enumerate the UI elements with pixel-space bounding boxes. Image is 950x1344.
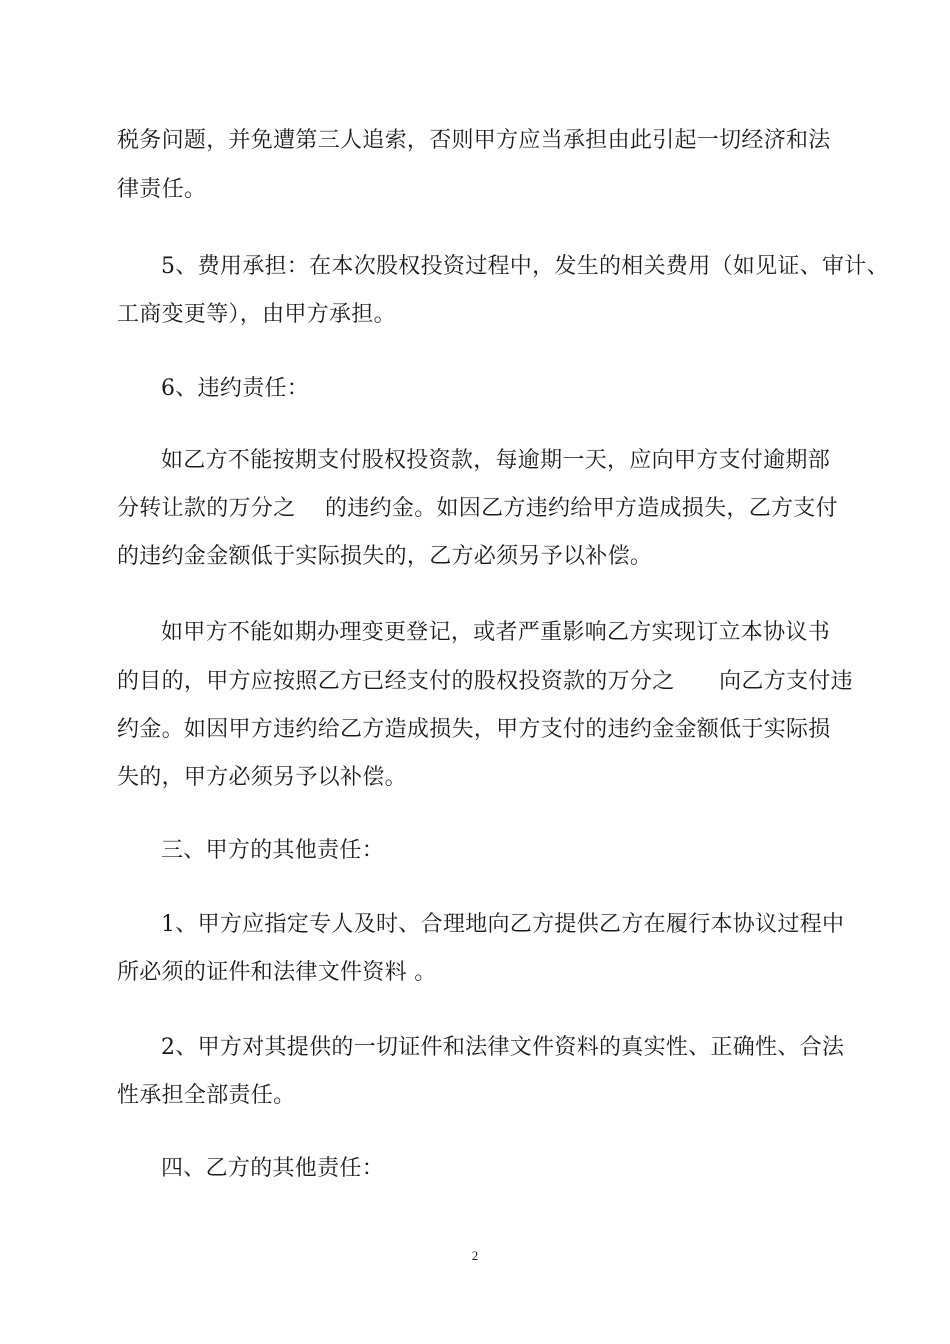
text-line: 的目的，甲方应按照乙方已经支付的股权投资款的万分之 向乙方支付违 bbox=[117, 669, 853, 694]
text-line: 性承担全部责任。 bbox=[117, 1083, 296, 1108]
text-line: 如甲方不能如期办理变更登记，或者严重影响乙方实现订立本协议书 bbox=[161, 620, 831, 645]
section-heading: 6、违约责任： bbox=[161, 376, 310, 401]
section-heading: 三、甲方的其他责任： bbox=[161, 838, 385, 863]
text-line: 所必须的证件和法律文件资料 。 bbox=[117, 960, 437, 985]
text-line: 分转让款的万分之 的违约金。如因乙方违约给甲方造成损失，乙方支付 bbox=[117, 496, 838, 521]
page-number: 2 bbox=[471, 1248, 479, 1263]
text-line: 如乙方不能按期支付股权投资款，每逾期一天，应向甲方支付逾期部 bbox=[161, 448, 831, 473]
text-line: 5、费用承担：在本次股权投资过程中，发生的相关费用（如见证、审计、 bbox=[161, 254, 889, 279]
text-line: 约金。如因甲方违约给乙方造成损失，甲方支付的违约金金额低于实际损 bbox=[117, 717, 831, 742]
text-line: 工商变更等），由甲方承担。 bbox=[117, 302, 396, 327]
text-line: 税务问题，并免遭第三人追索，否则甲方应当承担由此引起一切经济和法 bbox=[117, 128, 831, 153]
text-line: 的违约金金额低于实际损失的，乙方必须另予以补偿。 bbox=[117, 544, 653, 569]
section-heading: 四、乙方的其他责任： bbox=[161, 1156, 385, 1181]
text-line: 律责任。 bbox=[117, 177, 207, 202]
text-line: 失的，甲方必须另予以补偿。 bbox=[117, 765, 407, 790]
text-line: 1、甲方应指定专人及时、合理地向乙方提供乙方在履行本协议过程中 bbox=[161, 912, 845, 937]
text-line: 2、甲方对其提供的一切证件和法律文件资料的真实性、正确性、合法 bbox=[161, 1035, 845, 1060]
